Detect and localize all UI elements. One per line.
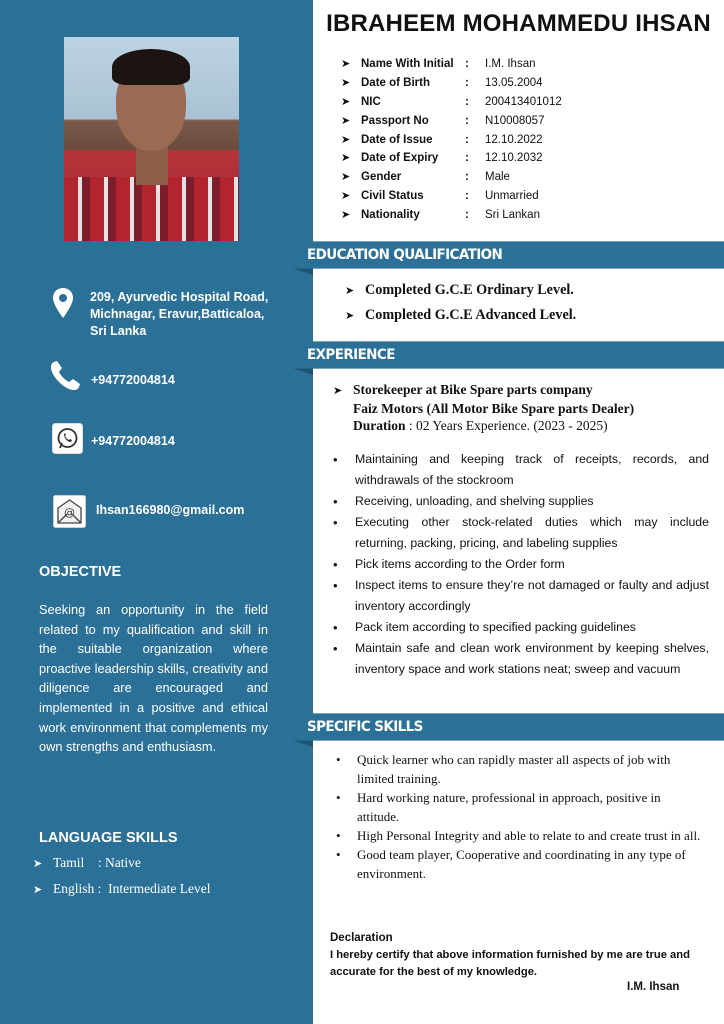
duty-item: • Receiving, unloading, and shelving supplies <box>331 491 709 512</box>
arrow-bullet-icon: ➤ <box>341 57 351 70</box>
info-colon: : <box>465 152 469 165</box>
skills-heading: SPECIFIC SKILLS <box>293 713 724 740</box>
company-name: Faiz Motors (All Motor Bike Spare parts Dealer) <box>353 400 635 416</box>
personal-info-row <box>341 133 562 152</box>
info-label: NIC <box>361 95 381 108</box>
arrow-bullet-icon: ➤ <box>341 189 351 203</box>
personal-info-row <box>341 57 562 76</box>
language-item: ➤ English : Intermediate Level <box>33 881 211 896</box>
arrow-bullet-icon: ➤ <box>341 151 351 165</box>
info-value: Sri Lankan <box>485 209 540 222</box>
arrow-bullet-icon: ➤ <box>341 94 351 108</box>
duty-item: • Pick items according to the Order form <box>331 554 709 575</box>
info-colon: : <box>465 209 469 222</box>
arrow-bullet-icon: ➤ <box>341 75 351 89</box>
personal-info-row <box>341 151 562 170</box>
experience-header: ➤ Storekeeper at Bike Spare parts company Faiz Motors (All Motor Bike Spare parts Dealer) Duration : 02 Years Experience. (2023 - 2025) <box>333 382 635 433</box>
personal-info-row <box>341 170 562 189</box>
signature-name: I.M. Ihsan <box>627 981 680 993</box>
info-value: 12.10.2032 <box>485 152 543 165</box>
info-value: 13.05.2004 <box>485 76 543 89</box>
skill-item: • Hard working nature, professional in approach, positive in attitude. <box>333 788 705 826</box>
language-heading: LANGUAGE SKILLS <box>39 830 178 846</box>
info-value: N10008057 <box>485 114 545 127</box>
personal-info-row <box>341 208 562 227</box>
address-text: 209, Ayurvedic Hospital Road, Michnagar, Eravur,Batticaloa, Sri Lanka <box>90 290 269 338</box>
education-item: ➤ Completed G.C.E Ordinary Level. <box>345 282 574 298</box>
duty-item: • Executing other stock-related duties which may include returning, packing, pricing, and labeling supplies <box>331 512 709 554</box>
objective-text: Seeking an opportunity in the field related to my qualification and skill in the suitable organization where proactive leadership skills, creativity and diligence are encouraged and implemented in a positive and ethical work environment that complements my own strengths and enthusiasm. <box>39 602 268 755</box>
profile-photo <box>64 37 239 241</box>
declaration-text: I hereby certify that above information furnished by me are true and accurate for the best of my knowledge. <box>330 949 690 978</box>
arrow-bullet-icon: ➤ <box>341 170 351 184</box>
duties-list <box>331 449 709 680</box>
objective-heading: OBJECTIVE <box>39 564 122 580</box>
arrow-bullet-icon: ➤ <box>341 132 351 146</box>
personal-info <box>341 57 562 227</box>
info-label: Name With Initial <box>361 58 454 70</box>
info-value: 200413401012 <box>485 95 562 108</box>
info-value: Male <box>485 171 510 184</box>
email-address[interactable]: Ihsan166980@gmail.com <box>96 503 245 517</box>
language-list <box>33 855 210 907</box>
info-colon: : <box>465 76 469 89</box>
job-role: Storekeeper at Bike Spare parts company <box>353 382 593 397</box>
phone-icon <box>48 359 82 393</box>
personal-info-row <box>341 189 562 208</box>
duty-item: • Inspect items to ensure they’re not damaged or faulty and adjust inventory accordingly <box>331 575 709 617</box>
arrow-bullet-icon: ➤ <box>341 208 351 222</box>
personal-info-row <box>341 95 562 114</box>
info-value: Unmarried <box>485 190 539 203</box>
location-pin-icon <box>52 287 74 319</box>
info-value: I.M. Ihsan <box>485 58 536 70</box>
info-colon: : <box>465 171 469 184</box>
duration-value: : 02 Years Experience. (2023 - 2025) <box>408 418 608 433</box>
info-label: Date of Expiry <box>361 152 439 165</box>
personal-info-row <box>341 76 562 95</box>
phone-number[interactable]: +94772004814 <box>91 373 175 387</box>
skill-item: • Good team player, Cooperative and coordinating in any type of environment. <box>333 845 705 883</box>
skill-item: • Quick learner who can rapidly master all aspects of job with limited training. <box>333 750 705 788</box>
info-value: 12.10.2022 <box>485 133 543 146</box>
whatsapp-icon <box>52 423 83 454</box>
duration-label: Duration <box>353 418 406 433</box>
personal-info-row <box>341 114 562 133</box>
language-item: ➤ Tamil : Native <box>33 855 141 870</box>
education-list <box>345 282 576 332</box>
duty-item: • Maintain safe and clean work environment by keeping shelves, inventory space and work stations neat; sweep and vacuum <box>331 638 709 680</box>
email-icon <box>53 495 86 528</box>
info-colon: : <box>465 114 469 127</box>
svg-text:@: @ <box>64 506 75 519</box>
education-heading: EDUCATION QUALIFICATION <box>293 241 724 268</box>
duty-item: • Pack item according to specified packing guidelines <box>331 617 709 638</box>
info-colon: : <box>465 58 469 70</box>
info-colon: : <box>465 190 469 203</box>
info-colon: : <box>465 133 469 146</box>
info-label: Nationality <box>361 209 420 222</box>
skill-item: • High Personal Integrity and able to relate to and create trust in all. <box>333 826 705 845</box>
duty-item: • Maintaining and keeping track of receipts, records, and withdrawals of the stockroom <box>331 449 709 491</box>
experience-heading: EXPERIENCE <box>293 341 724 368</box>
skills-list <box>333 750 705 883</box>
info-label: Date of Birth <box>361 76 430 89</box>
info-colon: : <box>465 95 469 108</box>
declaration-heading: Declaration <box>330 932 393 944</box>
info-label: Passport No <box>361 114 429 127</box>
info-label: Gender <box>361 171 402 184</box>
education-item: ➤ Completed G.C.E Advanced Level. <box>345 307 577 323</box>
arrow-bullet-icon: ➤ <box>341 113 351 127</box>
info-label: Date of Issue <box>361 133 433 146</box>
candidate-name: IBRAHEEM MOHAMMEDU IHSAN <box>326 10 711 37</box>
info-label: Civil Status <box>361 190 424 203</box>
whatsapp-number[interactable]: +94772004814 <box>91 434 175 448</box>
